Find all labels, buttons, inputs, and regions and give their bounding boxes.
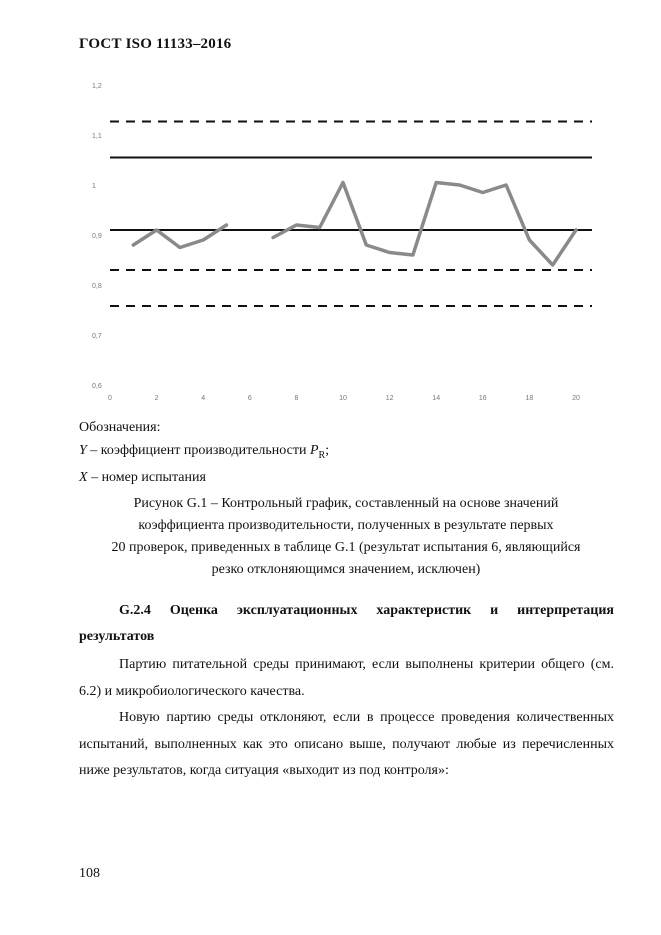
y-variable: Y bbox=[79, 442, 87, 458]
control-chart bbox=[80, 75, 600, 405]
y-tick-label: 1,1 bbox=[92, 133, 102, 140]
x-tick-label: 4 bbox=[201, 395, 206, 402]
paragraph: Партию питательной среды принимают, если выполнены критерии общего (см. 6.2) и микробиологического качества. bbox=[79, 657, 614, 699]
y-tick-label: 0,7 bbox=[92, 333, 102, 340]
y-tick-label: 1,2 bbox=[92, 83, 102, 90]
x-tick-label: 2 bbox=[154, 395, 159, 402]
caption-line: Рисунок G.1 – Контрольный график, составленный на основе значений bbox=[133, 496, 559, 511]
x-tick-label: 16 bbox=[478, 395, 487, 402]
legend-y-line bbox=[79, 440, 329, 467]
x-tick-label: 14 bbox=[432, 395, 441, 402]
caption-line: резко отклоняющимся значением, исключен) bbox=[211, 562, 481, 577]
y-tick-label: 0,9 bbox=[92, 233, 102, 240]
figure-legend bbox=[79, 417, 329, 489]
caption-line: 20 проверок, приведенных в таблице G.1 (результат испытания 6, являющийся bbox=[111, 540, 581, 555]
y-description: – коэффициент производительности bbox=[86, 442, 310, 458]
document-header: ГОСТ ISO 11133–2016 bbox=[79, 36, 232, 52]
page-number: 108 bbox=[79, 866, 100, 881]
data-series-line bbox=[133, 225, 226, 248]
section-heading: G.2.4 Оценка эксплуатационных характеристик и интерпретация результатов bbox=[79, 603, 614, 644]
legend-x-line bbox=[79, 467, 329, 490]
y-subscript: R bbox=[318, 449, 326, 461]
y-end: ; bbox=[325, 442, 330, 458]
y-tick-label: 0,6 bbox=[92, 383, 102, 390]
x-tick-label: 6 bbox=[247, 395, 252, 402]
x-tick-label: 8 bbox=[294, 395, 299, 402]
x-variable: X bbox=[79, 469, 88, 485]
x-tick-label: 10 bbox=[339, 395, 347, 402]
x-tick-label: 0 bbox=[108, 395, 112, 402]
caption-line: коэффициента производительности, полученных в результате первых bbox=[138, 518, 554, 533]
x-tick-label: 20 bbox=[572, 395, 580, 402]
legend-title: Обозначения: bbox=[79, 420, 161, 435]
data-series-line bbox=[273, 183, 576, 266]
y-tick-label: 1 bbox=[92, 183, 96, 190]
figure-caption bbox=[70, 493, 622, 581]
x-tick-label: 12 bbox=[385, 395, 394, 402]
y-symbol: P bbox=[309, 442, 319, 458]
paragraph: Новую партию среды отклоняют, если в процессе проведения количественных испытаний, выполненных как это описано выше, получают любые из перечисленных ниже результатов, когда ситуация «выходит из под контроля»: bbox=[79, 710, 614, 778]
x-description: – номер испытания bbox=[87, 469, 206, 485]
x-tick-label: 18 bbox=[525, 395, 534, 402]
y-tick-label: 0,8 bbox=[92, 283, 102, 290]
